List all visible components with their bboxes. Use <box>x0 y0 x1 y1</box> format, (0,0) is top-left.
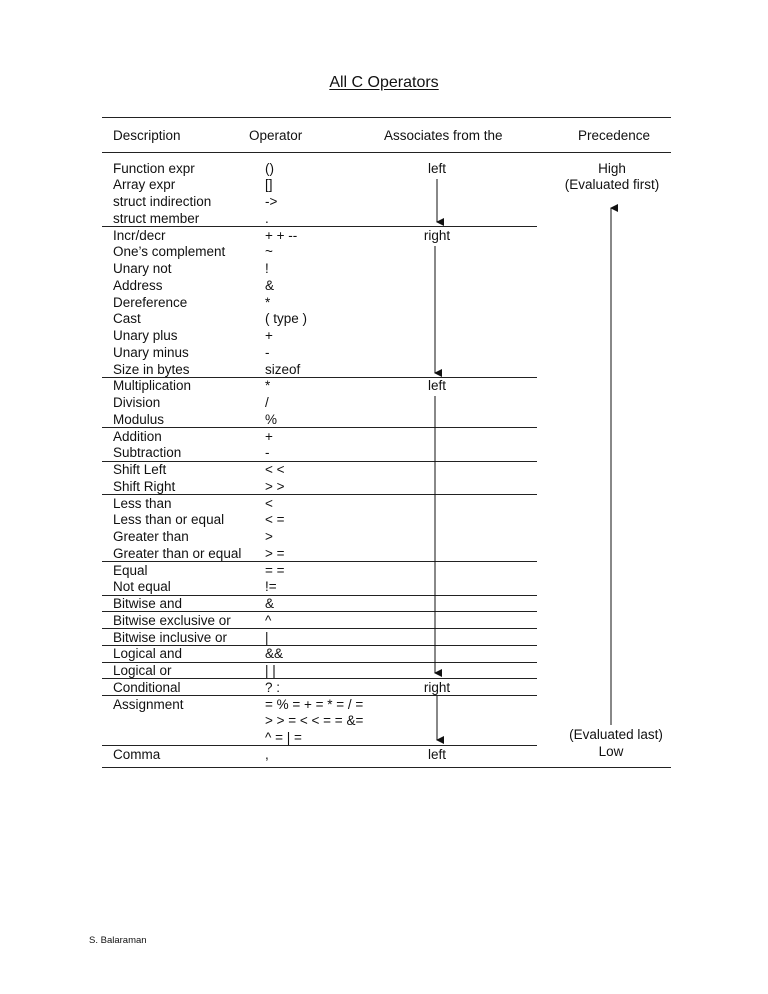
row-operator: = = <box>265 562 285 578</box>
associativity-label: right <box>423 679 451 695</box>
row-description: Conditional <box>113 679 181 695</box>
row-description: Dereference <box>113 294 188 310</box>
row-operator: > <box>265 529 273 544</box>
row-operator: ^ <box>265 612 272 628</box>
row-description: Bitwise exclusive or <box>113 612 231 628</box>
row-description: Subtraction <box>113 445 182 461</box>
row-description: Less than or equal <box>113 512 225 528</box>
row-description: Not equal <box>113 579 171 595</box>
row-operator: * <box>265 378 271 394</box>
precedence-low-note: (Evaluated last) <box>569 727 663 742</box>
row-description: Unary minus <box>113 344 189 360</box>
row-operator: ^ = | = <box>265 730 302 745</box>
row-description: Logical or <box>113 663 172 678</box>
row-description: Cast <box>113 311 141 327</box>
row-operator: + + -- <box>265 227 298 243</box>
row-operator: < <box>265 495 273 511</box>
row-description: Greater than <box>113 529 189 544</box>
row-description: Unary not <box>113 261 172 276</box>
row-operator: . <box>265 210 269 226</box>
row-operator: & <box>265 596 275 611</box>
row-description: Equal <box>113 562 148 578</box>
row-operator: | | <box>265 663 276 678</box>
row-operator: [] <box>265 177 273 193</box>
row-operator: / <box>265 395 269 410</box>
row-operator: ~ <box>265 244 273 260</box>
row-description: Modulus <box>113 411 165 427</box>
row-operator: | <box>265 629 269 645</box>
associativity-label: left <box>427 160 446 176</box>
row-operator: () <box>265 160 274 176</box>
row-description: Less than <box>113 495 172 511</box>
row-description: Function expr <box>113 160 195 176</box>
row-operator: - <box>265 445 270 461</box>
row-description: Comma <box>113 746 161 762</box>
row-operator: > > <box>265 478 285 494</box>
header-operator: Operator <box>249 128 303 143</box>
row-description: Division <box>113 395 161 410</box>
row-description: Logical and <box>113 646 183 662</box>
row-operator: < < <box>265 462 285 477</box>
row-description: Incr/decr <box>113 227 166 243</box>
row-operator: & <box>265 277 275 293</box>
row-operator: = % = + = * = / = <box>265 696 364 712</box>
row-operator: > > = < < = = &= <box>265 713 364 729</box>
row-operator: && <box>265 646 284 662</box>
row-description: Assignment <box>113 696 184 712</box>
row-description: Size in bytes <box>113 361 190 377</box>
row-operator: != <box>265 579 277 595</box>
row-description: Array expr <box>113 177 176 193</box>
row-operator: < = <box>265 512 285 528</box>
row-description: Greater than or equal <box>113 545 242 561</box>
row-description: Unary plus <box>113 328 178 343</box>
row-description: struct indirection <box>113 194 212 209</box>
row-operator: + <box>265 328 273 343</box>
precedence-high: High <box>598 161 626 176</box>
row-description: Addition <box>113 428 162 444</box>
row-description: Address <box>113 277 163 293</box>
row-description: Shift Left <box>113 462 167 477</box>
row-description: One’s complement <box>113 244 226 260</box>
row-description: Bitwise inclusive or <box>113 629 228 645</box>
precedence-high-note: (Evaluated first) <box>564 177 660 192</box>
row-operator: - <box>265 344 270 360</box>
header-description: Description <box>113 128 181 143</box>
header-associates: Associates from the <box>384 128 503 143</box>
row-operator: ? : <box>265 679 281 695</box>
row-operator: , <box>265 746 269 762</box>
row-operator: % <box>265 411 278 427</box>
associativity-label: left <box>427 746 446 762</box>
row-operator: + <box>265 428 273 444</box>
row-operator: ( type ) <box>265 311 308 327</box>
row-description: struct member <box>113 210 200 226</box>
row-description: Shift Right <box>113 478 176 494</box>
row-operator: * <box>265 294 271 310</box>
row-operator: -> <box>265 194 278 209</box>
row-operator: sizeof <box>265 361 301 377</box>
row-operator: ! <box>265 261 269 276</box>
author-footer: S. Balaraman <box>89 935 147 946</box>
associativity-label: left <box>427 378 446 394</box>
row-description: Multiplication <box>113 378 192 394</box>
row-operator: > = <box>265 545 285 561</box>
header-precedence: Precedence <box>578 128 651 143</box>
row-description: Bitwise and <box>113 596 183 611</box>
precedence-low: Low <box>598 744 624 759</box>
page-title: All C Operators <box>329 74 439 91</box>
associativity-label: right <box>423 227 451 243</box>
